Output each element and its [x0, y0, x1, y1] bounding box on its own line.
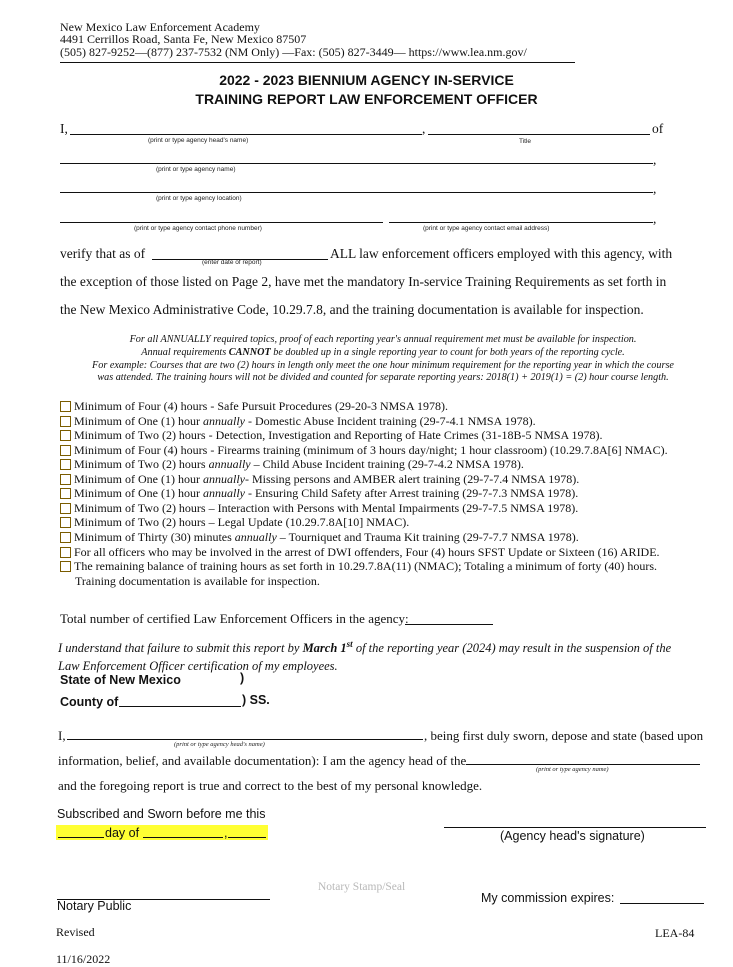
ss-label: ) SS. [242, 693, 270, 707]
requirement-checkbox[interactable] [60, 430, 71, 441]
academy-address: 4491 Cerrillos Road, Santa Fe, New Mexico 87507 [60, 32, 307, 46]
agency-head-hint: (print or type agency head's name) [148, 137, 249, 144]
notary-label: Notary Public [57, 899, 132, 913]
requirement-checkbox[interactable] [60, 416, 71, 427]
requirement-item [60, 531, 579, 544]
requirement-checkbox[interactable] [60, 401, 71, 412]
requirement-item [60, 444, 668, 457]
requirement-checkbox[interactable] [60, 532, 71, 543]
revised-label: Revised [56, 925, 95, 939]
requirement-label: Minimum of One (1) hour annually - Domestic Abuse Incident training (29-7-4.1 NMSA 1978). [74, 413, 536, 428]
requirement-item [60, 473, 579, 486]
requirement-item [60, 560, 657, 573]
agency-location-field[interactable] [60, 192, 653, 193]
of-label: of [652, 121, 664, 136]
title-field[interactable] [428, 134, 650, 135]
verify-line3: the New Mexico Administrative Code, 10.29.7.8, and the training documentation is available for inspection. [60, 302, 644, 317]
agency-name-hint: (print or type agency name) [156, 166, 236, 173]
form-id: LEA-84 [655, 926, 695, 940]
requirement-continuation: Training documentation is available for inspection. [75, 574, 320, 588]
requirement-label: The remaining balance of training hours as set forth in 10.29.7.8A(11) (NMAC); Totaling a minimum of forty (40) hours. [74, 559, 658, 574]
title-hint: Title [519, 138, 532, 145]
email-hint: (print or type agency contact email address) [423, 225, 550, 232]
affidavit-line3: and the foregoing report is true and correct to the best of my personal knowledge. [58, 778, 483, 793]
requirement-checkbox[interactable] [60, 561, 71, 572]
affidavit-agency-field[interactable] [466, 764, 700, 765]
day-of-label: day of [105, 826, 140, 840]
affiant-name-hint: (print or type agency head's name) [174, 741, 265, 748]
requirement-item [60, 516, 409, 529]
requirement-checkbox[interactable] [60, 459, 71, 470]
academy-name: New Mexico Law Enforcement Academy [60, 20, 260, 34]
requirement-checkbox[interactable] [60, 503, 71, 514]
year-field[interactable] [228, 837, 266, 838]
affidavit-line2: information, belief, and available documentation): I am the agency head of the [58, 753, 467, 768]
affidavit-agency-hint: (print or type agency name) [536, 766, 609, 773]
agency-phone-field[interactable] [60, 222, 383, 223]
signature-label: (Agency head's signature) [500, 829, 645, 843]
agency-email-field[interactable] [389, 222, 653, 223]
notary-stamp-placeholder: Notary Stamp/Seal [318, 881, 406, 893]
submission-warning-line2: Law Enforcement Officer certification of my employees. [58, 659, 338, 673]
comma: , [653, 211, 657, 226]
academy-contact: (505) 827-9252—(877) 237-7532 (NM Only) —Fax: (505) 827-3449— https://www.lea.nm.gov/ [60, 45, 527, 59]
i-label: I, [60, 121, 68, 136]
county-field[interactable] [119, 706, 241, 707]
state-label: State of New Mexico [60, 673, 181, 687]
requirement-label: Minimum of One (1) hour annually - Ensuring Child Safety after Arrest training (29-7-7.3 NMSA 1978). [74, 486, 579, 501]
note-line3: For example: Courses that are two (2) hours in length only meet the one hour minimum requirement for the reporting year in which the course [92, 360, 674, 371]
agency-location-hint: (print or type agency location) [156, 195, 242, 202]
total-officers-field[interactable] [405, 624, 493, 625]
verify-prefix: verify that as of [60, 246, 146, 261]
requirement-label: Minimum of Two (2) hours – Legal Update (10.29.7.8A[10] NMAC). [74, 515, 410, 530]
revised-date: 11/16/2022 [56, 952, 111, 966]
requirement-item [60, 502, 578, 515]
header-rule [60, 62, 575, 63]
submission-warning: I understand that failure to submit this report by March 1st of the reporting year (2024) may result in the suspension of the [58, 639, 672, 656]
requirement-label: Minimum of Two (2) hours - Detection, Investigation and Reporting of Hate Crimes (31-18B-5 NMSA 1978). [74, 428, 603, 443]
requirement-item [60, 400, 448, 413]
affiant-i-label: I, [58, 728, 66, 743]
requirement-label: Minimum of Two (2) hours – Interaction with Persons with Mental Impairments (29-7-7.5 NMSA 1978). [74, 500, 579, 515]
date-hint: (enter date of report) [202, 259, 262, 266]
day-of-comma: , [224, 826, 228, 840]
day-field[interactable] [58, 837, 104, 838]
requirement-item [60, 429, 603, 442]
comma: , [653, 152, 657, 167]
requirement-checkbox[interactable] [60, 474, 71, 485]
requirement-checkbox[interactable] [60, 488, 71, 499]
affiant-name-field[interactable] [67, 739, 423, 740]
comma: , [653, 181, 657, 196]
month-field[interactable] [143, 837, 223, 838]
agency-head-name-field[interactable] [70, 134, 422, 135]
subscribed-label: Subscribed and Sworn before me this [57, 807, 266, 821]
requirement-label: Minimum of Two (2) hours annually – Child Abuse Incident training (29-7-4.2 NMSA 1978). [74, 457, 524, 472]
requirement-item [60, 415, 536, 428]
requirement-checkbox[interactable] [60, 517, 71, 528]
agency-name-field[interactable] [60, 163, 653, 164]
requirement-label: Minimum of Thirty (30) minutes annually – Tourniquet and Trauma Kit training (29-7-7.7 NMSA 1978). [74, 529, 579, 544]
state-paren: ) [240, 671, 245, 685]
requirement-item [60, 458, 524, 471]
note-line4: was attended. The training hours will not be divided and counted for separate reporting years: 2018(1) + 2019(1) = (2) hour course length. [97, 372, 669, 383]
agency-head-signature-line[interactable] [444, 827, 706, 828]
requirement-checkbox[interactable] [60, 445, 71, 456]
commission-expires-field[interactable] [620, 903, 704, 904]
commission-label: My commission expires: [481, 891, 615, 905]
requirement-item [60, 487, 578, 500]
requirement-item [60, 546, 660, 559]
note-line2: Annual requirements CANNOT be doubled up in a single reporting year to count for both years of the reporting cycle. [141, 347, 625, 358]
requirement-checkbox[interactable] [60, 547, 71, 558]
requirement-label: Minimum of Four (4) hours - Safe Pursuit Procedures (29-20-3 NMSA 1978). [74, 399, 448, 413]
verify-suffix: ALL law enforcement officers employed with this agency, with [330, 246, 673, 261]
comma: , [422, 121, 426, 136]
phone-hint: (print or type agency contact phone number) [134, 225, 262, 232]
total-officers-label: Total number of certified Law Enforcement Officers in the agency: [60, 611, 409, 626]
requirement-label: Minimum of Four (4) hours - Firearms training (minimum of 3 hours day/night; 1 hour classroom) (10.29.7.8A[6] NMAC). [74, 442, 668, 457]
requirement-label: For all officers who may be involved in the arrest of DWI offenders, Four (4) hours SFST Update or Sixteen (16) ARIDE. [74, 544, 660, 559]
county-label: County of [60, 695, 119, 709]
form-title-line1: 2022 - 2023 BIENNIUM AGENCY IN-SERVICE [219, 72, 514, 88]
note-line1: For all ANNUALLY required topics, proof of each reporting year's annual requirement met must be available for inspection. [129, 334, 637, 345]
sworn-text: , being first duly sworn, depose and state (based upon [424, 728, 704, 743]
form-title-line2: TRAINING REPORT LAW ENFORCEMENT OFFICER [195, 91, 538, 107]
verify-line2: the exception of those listed on Page 2, have met the mandatory In-service Training Requirements as set forth in [60, 274, 667, 289]
requirement-label: Minimum of One (1) hour annually- Missing persons and AMBER alert training (29-7-7.4 NMSA 1978). [74, 471, 580, 486]
